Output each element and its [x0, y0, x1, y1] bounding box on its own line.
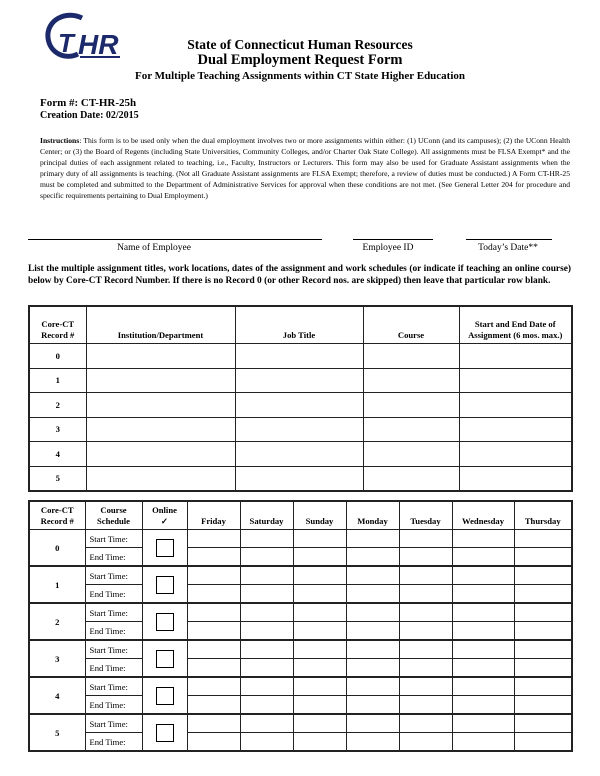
end-time-label: End Time: [85, 696, 142, 715]
friday-start-cell[interactable] [187, 603, 240, 622]
col-course-schedule: Course Schedule [85, 501, 142, 530]
header-org: State of Connecticut Human Resources [187, 37, 413, 52]
saturday-end-cell[interactable] [240, 733, 293, 752]
job-title-cell[interactable] [235, 344, 363, 369]
schedule-row-start [29, 566, 572, 585]
course-cell[interactable] [363, 442, 459, 467]
assignment-row [29, 368, 572, 393]
tuesday-end-cell[interactable] [399, 696, 452, 715]
instructions-text: : This form is to be used only when the dual employment involves two or more assignments within either: (1) UConn (and its campuses); (2) the UConn Health Center; or (3) the Board of Regents (including State Universities, Community Colleges, and/or Charter Oak State College). All assignments must be FLSA Exempt* and the principal duties of each assignment related to teaching, i.e., Faculty, Instructors or Lecturers. This form may also be used for Graduate Assistant assignments when the primary duty of all assignments is teaching. (Not all Graduate Assistant assignments are FLSA Exempt; therefore, a review of duties must be conducted.) A Form CT-HR-25 must be completed and submitted to the Department of Administrative Services for approval when these conditions are not met. (See General Letter 204 for procedure and specific requirements pertaining to Dual Employment.) [40, 136, 570, 200]
schedule-row-start [29, 603, 572, 622]
thursday-start-cell[interactable] [514, 530, 572, 548]
job-title-cell[interactable] [235, 368, 363, 393]
col-tuesday: Tuesday [399, 501, 452, 530]
tuesday-start-cell[interactable] [399, 677, 452, 696]
wednesday-end-cell[interactable] [452, 548, 514, 567]
start-time-label: Start Time: [85, 530, 142, 548]
monday-end-cell[interactable] [346, 733, 399, 752]
wednesday-end-cell[interactable] [452, 733, 514, 752]
schedule-table [28, 500, 573, 752]
job-title-cell[interactable] [235, 417, 363, 442]
friday-end-cell[interactable] [187, 548, 240, 567]
monday-start-cell[interactable] [346, 677, 399, 696]
assignment-row [29, 344, 572, 369]
course-cell[interactable] [363, 393, 459, 418]
institution-cell[interactable] [86, 393, 235, 418]
end-time-label: End Time: [85, 622, 142, 641]
checkmark-icon: ✓ [160, 516, 169, 526]
assignment-table [28, 305, 573, 492]
form-subtitle: For Multiple Teaching Assignments within CT State Higher Education [134, 70, 466, 82]
col-wednesday: Wednesday [452, 501, 514, 530]
schedule-row-start [29, 530, 572, 548]
employee-name-line[interactable] [28, 239, 322, 240]
schedule-row-end [29, 548, 572, 567]
assignment-row [29, 442, 572, 467]
institution-cell[interactable] [86, 442, 235, 467]
monday-end-cell[interactable] [346, 585, 399, 604]
creation-date: Creation Date: 02/2015 [40, 110, 139, 121]
record-number: 3 [29, 640, 85, 677]
monday-start-cell[interactable] [346, 530, 399, 548]
col-saturday: Saturday [240, 501, 293, 530]
online-checkbox[interactable] [156, 687, 174, 705]
thursday-end-cell[interactable] [514, 548, 572, 567]
col-online [142, 501, 187, 530]
assignment-row [29, 417, 572, 442]
col-record: Core-CT Record # [29, 501, 85, 530]
saturday-end-cell[interactable] [240, 585, 293, 604]
col-thursday: Thursday [514, 501, 572, 530]
sunday-start-cell[interactable] [293, 677, 346, 696]
online-label: Online [152, 505, 177, 515]
online-checkbox[interactable] [156, 539, 174, 557]
dates-cell[interactable] [459, 368, 572, 393]
wednesday-start-cell[interactable] [452, 603, 514, 622]
record-number: 4 [29, 442, 86, 467]
sunday-start-cell[interactable] [293, 640, 346, 659]
job-title-cell[interactable] [235, 442, 363, 467]
dates-cell[interactable] [459, 466, 572, 491]
tuesday-end-cell[interactable] [399, 622, 452, 641]
monday-end-cell[interactable] [346, 622, 399, 641]
dates-cell[interactable] [459, 417, 572, 442]
sunday-start-cell[interactable] [293, 566, 346, 585]
wednesday-start-cell[interactable] [452, 677, 514, 696]
record-number: 2 [29, 603, 85, 640]
saturday-end-cell[interactable] [240, 659, 293, 678]
end-time-label: End Time: [85, 585, 142, 604]
course-cell[interactable] [363, 466, 459, 491]
institution-cell[interactable] [86, 466, 235, 491]
sunday-end-cell[interactable] [293, 585, 346, 604]
institution-cell[interactable] [86, 368, 235, 393]
institution-cell[interactable] [86, 417, 235, 442]
col-institution: Institution/Department [86, 306, 235, 344]
wednesday-start-cell[interactable] [452, 714, 514, 733]
friday-start-cell[interactable] [187, 640, 240, 659]
wednesday-end-cell[interactable] [452, 696, 514, 715]
thursday-start-cell[interactable] [514, 677, 572, 696]
thursday-end-cell[interactable] [514, 733, 572, 752]
form-title: Dual Employment Request Form [197, 52, 403, 68]
record-number: 1 [29, 566, 85, 603]
sunday-start-cell[interactable] [293, 603, 346, 622]
monday-start-cell[interactable] [346, 714, 399, 733]
friday-end-cell[interactable] [187, 696, 240, 715]
thursday-end-cell[interactable] [514, 696, 572, 715]
saturday-start-cell[interactable] [240, 530, 293, 548]
record-number: 5 [29, 714, 85, 751]
tuesday-start-cell[interactable] [399, 530, 452, 548]
col-course: Course [363, 306, 459, 344]
tuesday-start-cell[interactable] [399, 640, 452, 659]
course-cell[interactable] [363, 344, 459, 369]
thursday-start-cell[interactable] [514, 714, 572, 733]
online-cell [142, 714, 187, 751]
job-title-cell[interactable] [235, 393, 363, 418]
sunday-start-cell[interactable] [293, 714, 346, 733]
col-record: Core-CT Record # [29, 306, 86, 344]
friday-end-cell[interactable] [187, 585, 240, 604]
instructions-label: Instructions [40, 136, 80, 145]
col-dates: Start and End Date of Assignment (6 mos. max.) [459, 306, 572, 344]
online-cell [142, 640, 187, 677]
sunday-start-cell[interactable] [293, 530, 346, 548]
monday-end-cell[interactable] [346, 696, 399, 715]
friday-end-cell[interactable] [187, 659, 240, 678]
sunday-end-cell[interactable] [293, 622, 346, 641]
sunday-end-cell[interactable] [293, 548, 346, 567]
record-number: 0 [29, 530, 85, 567]
dates-cell[interactable] [459, 344, 572, 369]
list-instructions: List the multiple assignment titles, work locations, dates of the assignment and work schedules (or indicate if teaching an online course) below by Core-CT Record Number. If there is no Record 0 (or other Record nos. are skipped) then leave that particular row blank. [28, 264, 571, 286]
thursday-end-cell[interactable] [514, 622, 572, 641]
saturday-end-cell[interactable] [240, 696, 293, 715]
form-number: Form #: CT-HR-25h [40, 97, 137, 109]
schedule-row-start [29, 714, 572, 733]
end-time-label: End Time: [85, 548, 142, 567]
online-cell [142, 566, 187, 603]
monday-end-cell[interactable] [346, 548, 399, 567]
saturday-end-cell[interactable] [240, 622, 293, 641]
wednesday-end-cell[interactable] [452, 622, 514, 641]
dates-cell[interactable] [459, 442, 572, 467]
thursday-end-cell[interactable] [514, 585, 572, 604]
monday-start-cell[interactable] [346, 603, 399, 622]
instructions [40, 136, 570, 201]
schedule-row-start [29, 640, 572, 659]
monday-start-cell[interactable] [346, 566, 399, 585]
todays-date-line[interactable] [466, 239, 552, 240]
schedule-row-end [29, 585, 572, 604]
employee-name-label: Name of Employee [117, 243, 191, 253]
record-number: 1 [29, 368, 86, 393]
assignment-row [29, 393, 572, 418]
dates-cell[interactable] [459, 393, 572, 418]
wednesday-start-cell[interactable] [452, 566, 514, 585]
monday-end-cell[interactable] [346, 659, 399, 678]
tuesday-end-cell[interactable] [399, 585, 452, 604]
employee-id-line[interactable] [353, 239, 433, 240]
schedule-row-end [29, 659, 572, 678]
course-cell[interactable] [363, 368, 459, 393]
col-sunday: Sunday [293, 501, 346, 530]
online-checkbox[interactable] [156, 613, 174, 631]
sunday-end-cell[interactable] [293, 659, 346, 678]
end-time-label: End Time: [85, 733, 142, 752]
schedule-row-end [29, 622, 572, 641]
tuesday-start-cell[interactable] [399, 714, 452, 733]
start-time-label: Start Time: [85, 566, 142, 585]
sunday-end-cell[interactable] [293, 696, 346, 715]
record-number: 4 [29, 677, 85, 714]
sunday-end-cell[interactable] [293, 733, 346, 752]
assignment-row [29, 466, 572, 491]
saturday-start-cell[interactable] [240, 714, 293, 733]
todays-date-label: Today’s Date** [478, 243, 538, 253]
online-checkbox[interactable] [156, 576, 174, 594]
saturday-end-cell[interactable] [240, 548, 293, 567]
start-time-label: Start Time: [85, 640, 142, 659]
tuesday-end-cell[interactable] [399, 548, 452, 567]
svg-text:HR: HR [78, 29, 119, 60]
friday-end-cell[interactable] [187, 622, 240, 641]
thursday-start-cell[interactable] [514, 640, 572, 659]
record-number: 2 [29, 393, 86, 418]
svg-text:T: T [58, 28, 74, 58]
saturday-start-cell[interactable] [240, 640, 293, 659]
wednesday-end-cell[interactable] [452, 585, 514, 604]
thursday-start-cell[interactable] [514, 566, 572, 585]
saturday-start-cell[interactable] [240, 566, 293, 585]
online-checkbox[interactable] [156, 650, 174, 668]
wednesday-start-cell[interactable] [452, 530, 514, 548]
friday-start-cell[interactable] [187, 566, 240, 585]
thursday-end-cell[interactable] [514, 659, 572, 678]
col-monday: Monday [346, 501, 399, 530]
thursday-start-cell[interactable] [514, 603, 572, 622]
tuesday-start-cell[interactable] [399, 566, 452, 585]
wednesday-start-cell[interactable] [452, 640, 514, 659]
online-checkbox[interactable] [156, 724, 174, 742]
record-number: 3 [29, 417, 86, 442]
friday-start-cell[interactable] [187, 714, 240, 733]
course-cell[interactable] [363, 417, 459, 442]
schedule-row-end [29, 733, 572, 752]
saturday-start-cell[interactable] [240, 603, 293, 622]
saturday-start-cell[interactable] [240, 677, 293, 696]
col-job-title: Job Title [235, 306, 363, 344]
job-title-cell[interactable] [235, 466, 363, 491]
start-time-label: Start Time: [85, 603, 142, 622]
schedule-row-end [29, 696, 572, 715]
monday-start-cell[interactable] [346, 640, 399, 659]
friday-end-cell[interactable] [187, 733, 240, 752]
tuesday-start-cell[interactable] [399, 603, 452, 622]
record-number: 5 [29, 466, 86, 491]
employee-id-label: Employee ID [362, 243, 414, 253]
online-cell [142, 677, 187, 714]
wednesday-end-cell[interactable] [452, 659, 514, 678]
end-time-label: End Time: [85, 659, 142, 678]
tuesday-end-cell[interactable] [399, 733, 452, 752]
friday-start-cell[interactable] [187, 530, 240, 548]
friday-start-cell[interactable] [187, 677, 240, 696]
tuesday-end-cell[interactable] [399, 659, 452, 678]
online-cell [142, 530, 187, 567]
start-time-label: Start Time: [85, 714, 142, 733]
online-cell [142, 603, 187, 640]
institution-cell[interactable] [86, 344, 235, 369]
start-time-label: Start Time: [85, 677, 142, 696]
col-friday: Friday [187, 501, 240, 530]
record-number: 0 [29, 344, 86, 369]
schedule-row-start [29, 677, 572, 696]
